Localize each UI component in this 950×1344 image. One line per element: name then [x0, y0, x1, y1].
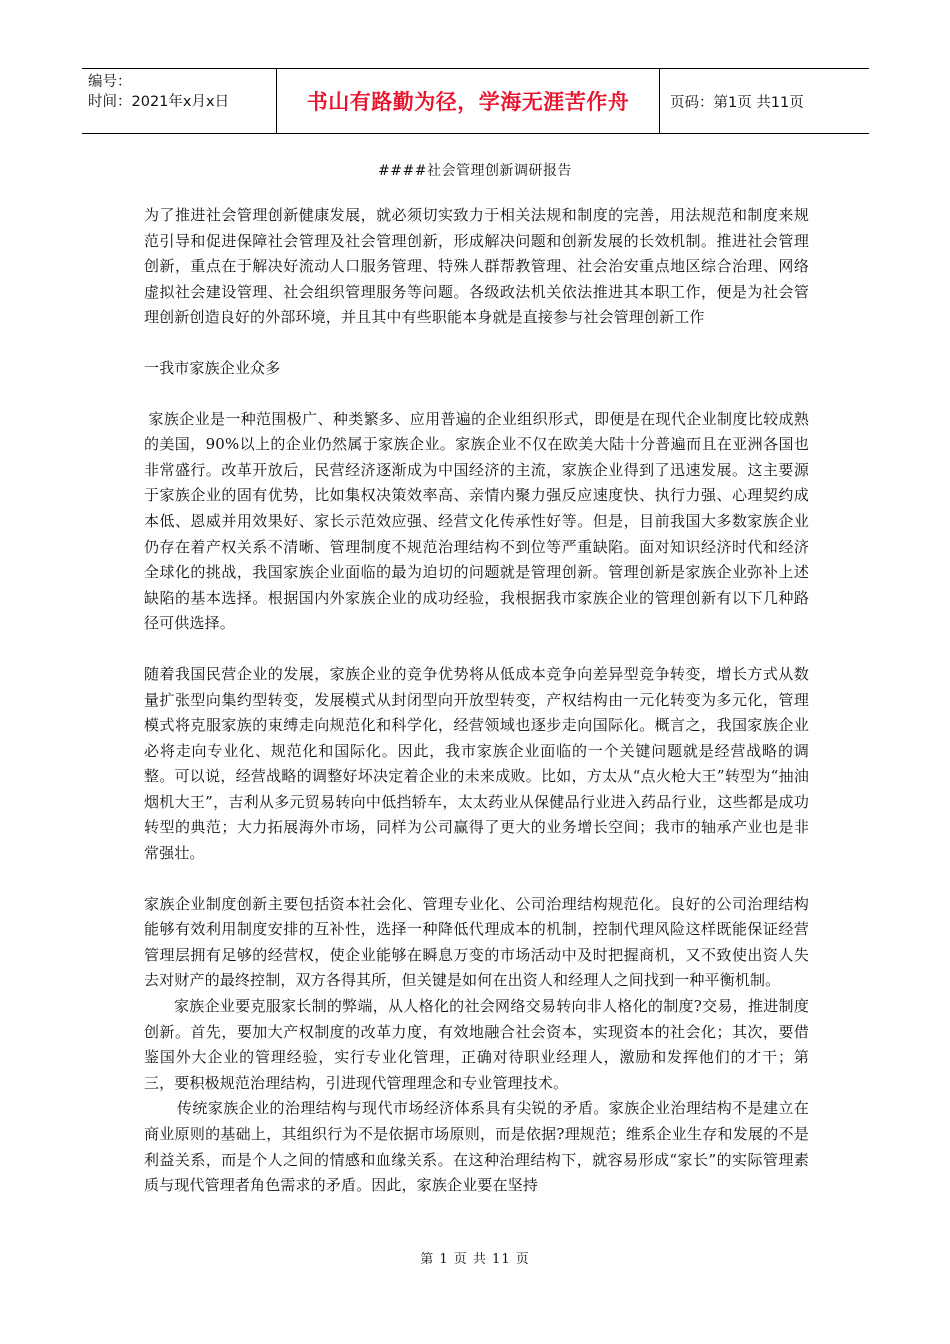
motto-text: 书山有路勤为径，学海无涯苦作舟 — [306, 90, 630, 114]
header-meta-cell — [82, 69, 277, 133]
time-label: 时间：2021年x月x日 — [88, 94, 230, 110]
section-heading: 一我市家族企业众多 — [144, 358, 281, 377]
paragraph-institution: 家族企业制度创新主要包括资本社会化、管理专业化、公司治理结构规范化。良好的公司治理结构能够有效利用制度安排的互补性，选择一种降低代理成本的机制，控制代理风险这样既能保证经营管理层拥有足够的经营权，使企业能够在瞬息万变的市场活动中及时把握商机，又不致使出资人失去对财产的最终控制，双方各得其所，但关键是如何在出资人和经理人之间找到一种平衡机制。 — [144, 894, 809, 990]
document-header — [82, 68, 869, 134]
header-page-cell — [660, 69, 869, 133]
paragraph-intro: 为了推进社会管理创新健康发展，就必须切实致力于相关法规和制度的完善，用法规范和制度来规范引导和促进保障社会管理及社会管理创新，形成解决问题和创新发展的长效机制。推进社会管理创新，重点在于解决好流动人口服务管理、特殊人群帮教管理、社会治安重点地区综合治理、网络虚拟社会建设管理、社会组织管理服务等问题。各级政法机关依法推进其本职工作，便是为社会管理创新创造良好的外部环境，并且其中有些职能本身就是直接参与社会管理创新工作 — [144, 206, 809, 327]
paragraph-family-business: 家族企业是一种范围极广、种类繁多、应用普遍的企业组织形式，即便是在现代企业制度比较成熟的美国，90%以上的企业仍然属于家族企业。家族企业不仅在欧美大陆十分普遍而且在亚洲各国也非常盛行。改革开放后，民营经济逐渐成为中国经济的主流，家族企业得到了迅速发展。这主要源于家族企业的固有优势，比如集权决策效率高、亲情内聚力强反应速度快、执行力强、心理契约成本低、恩威并用效果好、家长示范效应强、经营文化传承性好等。但是，目前我国大多数家族企业仍存在着产权关系不清晰、管理制度不规范治理结构不到位等严重缺陷。面对知识经济时代和经济全球化的挑战，我国家族企业面临的最为迫切的问题就是管理创新。管理创新是家族企业弥补上述缺陷的基本选择。根据国内外家族企业的成功经验，我根据我市家族企业的管理创新有以下几种路径可供选择。 — [144, 409, 809, 633]
paragraph-strategy: 随着我国民营企业的发展，家族企业的竞争优势将从低成本竞争向差异型竞争转变，增长方式从数量扩张型向集约型转变，发展模式从封闭型向开放型转变，产权结构由一元化转变为多元化，管理模式将克服家族的束缚走向规范化和科学化，经营领域也逐步走向国际化。概言之，我国家族企业必将走向专业化、规范化和国际化。因此，我市家族企业面临的一个关键问题就是经营战略的调整。可以说，经营战略的调整好坏决定着企业的未来成败。比如，方太从“点火枪大王”转型为“抽油烟机大王”，吉利从多元贸易转向中低挡轿车，太太药业从保健品行业进入药品行业，这些都是成功转型的典范；大力拓展海外市场，同样为公司赢得了更大的业务增长空间；我市的轴承产业也是非常强壮。 — [144, 664, 809, 863]
header-motto-cell — [277, 69, 660, 133]
page-code: 页码：第1页 共11页 — [670, 94, 804, 111]
document-title: ####社会管理创新调研报告 — [378, 163, 572, 179]
paragraph-governance: 传统家族企业的治理结构与现代市场经济体系具有尖锐的矛盾。家族企业治理结构不是建立在商业原则的基础上，其组织行为不是依据市场原则，而是依据?理规范；维系企业生存和发展的不是利益关系，而是个人之间的情感和血缘关系。在这种治理结构下，就容易形成“家长”的实际管理素质与现代管理者角色需求的矛盾。因此，家族企业要在坚持 — [144, 1099, 809, 1195]
number-label: 编号： — [88, 74, 132, 90]
paragraph-reform: 家族企业要克服家长制的弊端，从人格化的社会网络交易转向非人格化的制度?交易，推进制度创新。首先，要加大产权制度的改革力度，有效地融合社会资本，实现资本的社会化；其次，要借鉴国外大企业的管理经验，实行专业化管理，正确对待职业经理人，激励和发挥他们的才干；第三，要积极规范治理结构，引进现代管理理念和专业管理技术。 — [144, 997, 809, 1092]
page-footer: 第 1 页 共 11 页 — [420, 1252, 530, 1267]
document-body — [144, 203, 809, 1199]
